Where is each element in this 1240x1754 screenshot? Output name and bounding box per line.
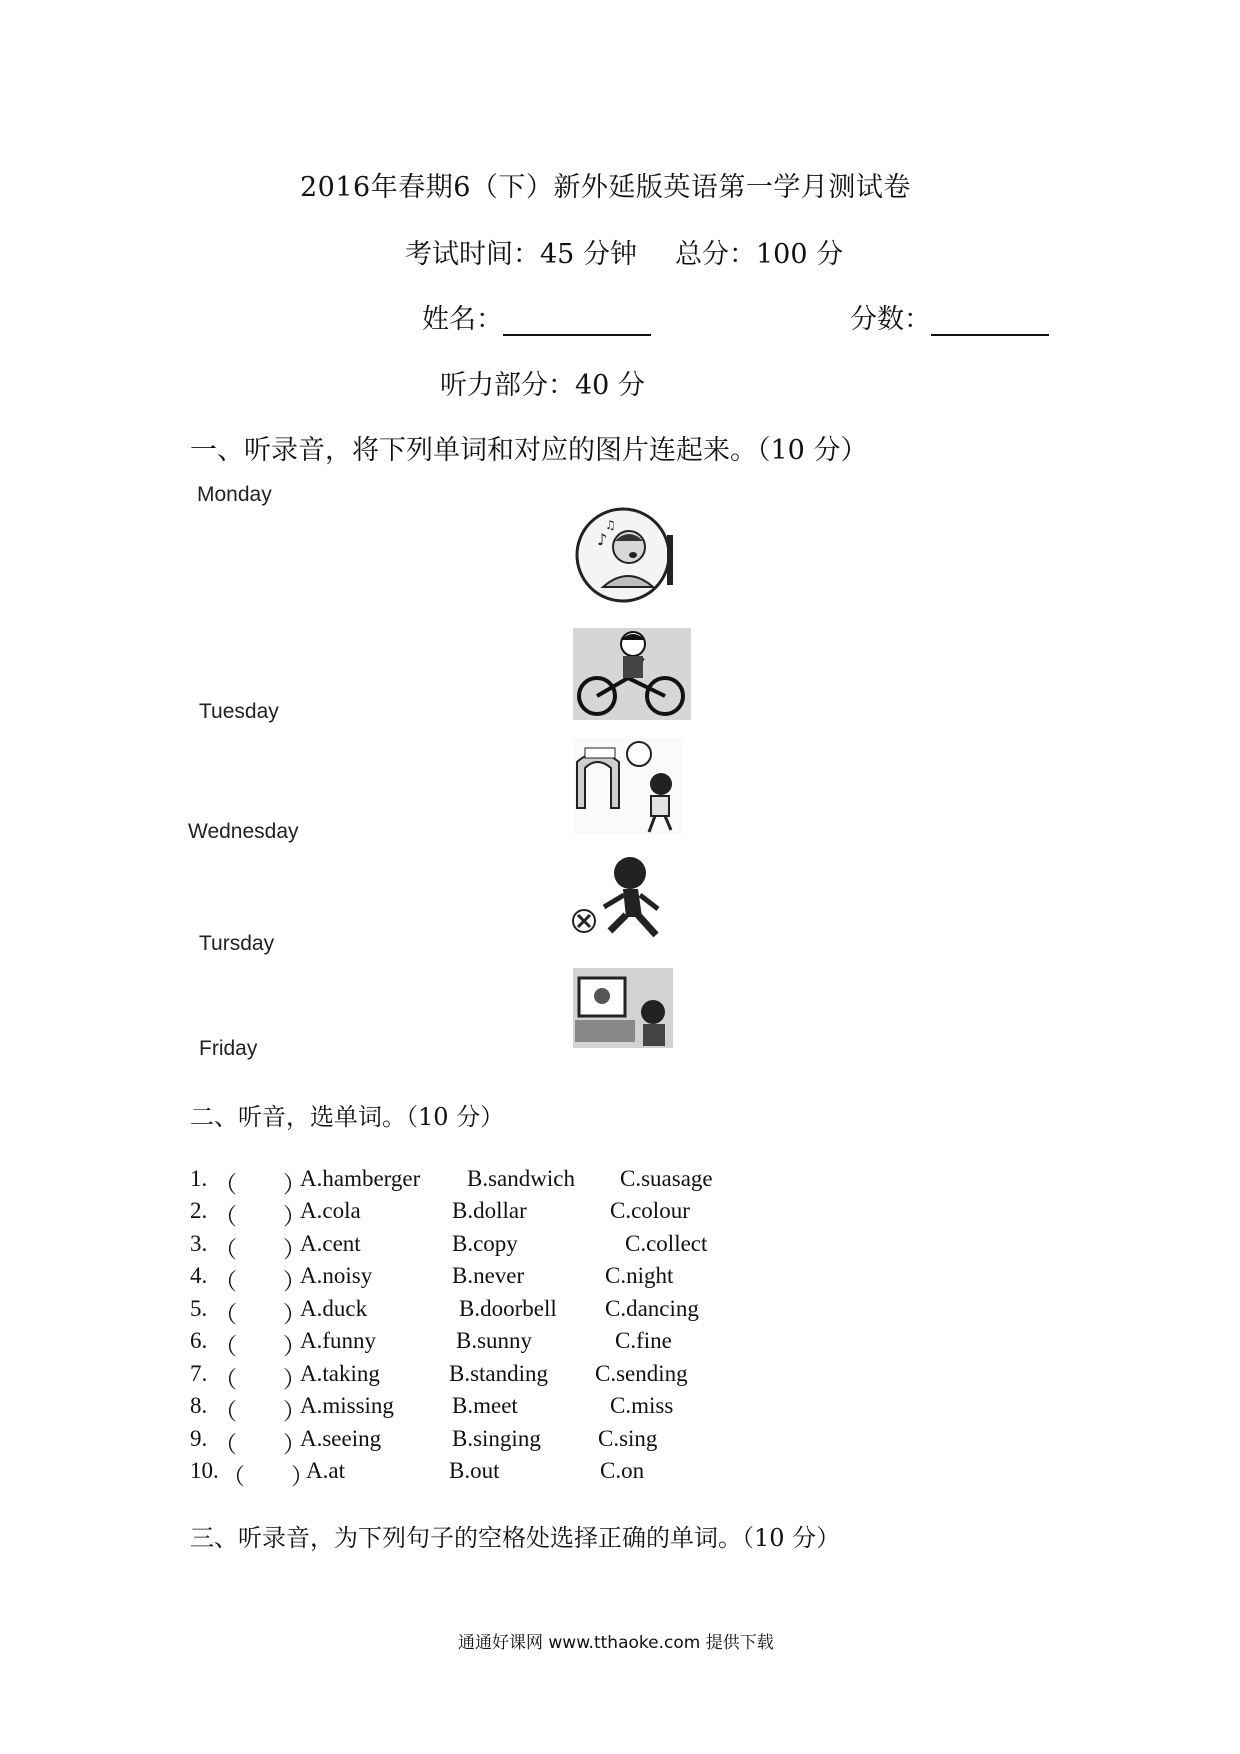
section2-heading: 二、听音，选单词。（10 分） bbox=[190, 1103, 505, 1131]
question-number: 1. bbox=[190, 1166, 208, 1191]
option-a[interactable]: A.cent bbox=[300, 1231, 361, 1256]
answer-blank[interactable]: （ ） bbox=[222, 1464, 314, 1489]
option-a[interactable]: A.hamberger bbox=[300, 1166, 421, 1191]
question-number: 7. bbox=[190, 1361, 208, 1386]
answer-blank[interactable]: （ ） bbox=[214, 1399, 306, 1424]
option-c[interactable]: C.dancing bbox=[605, 1296, 699, 1321]
day-label[interactable]: Tuesday bbox=[199, 700, 279, 723]
riding-bike-picture[interactable] bbox=[573, 628, 691, 720]
answer-blank[interactable]: （ ） bbox=[214, 1237, 306, 1262]
name-blank[interactable] bbox=[503, 306, 651, 336]
option-a[interactable]: A.missing bbox=[300, 1393, 394, 1418]
section3-heading: 三、听录音，为下列句子的空格处选择正确的单词。（10 分） bbox=[190, 1524, 841, 1552]
option-c[interactable]: C.miss bbox=[610, 1393, 674, 1418]
option-b[interactable]: B.doorbell bbox=[459, 1296, 557, 1321]
total-score: 总分：100 分 bbox=[675, 239, 844, 270]
question-number: 10. bbox=[190, 1458, 219, 1483]
name-label: 姓名： bbox=[422, 304, 503, 335]
listening-part-label: 听力部分：40 分 bbox=[440, 370, 645, 401]
option-b[interactable]: B.out bbox=[449, 1458, 500, 1483]
svg-text:♪: ♪ bbox=[597, 530, 608, 549]
question-number: 6. bbox=[190, 1328, 208, 1353]
day-label[interactable]: Tursday bbox=[199, 932, 275, 955]
answer-blank[interactable]: （ ） bbox=[214, 1367, 306, 1392]
question-number: 3. bbox=[190, 1231, 208, 1256]
option-c[interactable]: C.colour bbox=[610, 1198, 690, 1223]
question-number: 9. bbox=[190, 1426, 208, 1451]
day-label[interactable]: Wednesday bbox=[188, 820, 299, 843]
option-c[interactable]: C.sending bbox=[595, 1361, 688, 1386]
option-b[interactable]: B.singing bbox=[452, 1426, 541, 1451]
watching-tv-picture[interactable] bbox=[573, 968, 673, 1048]
going-to-school-picture[interactable] bbox=[573, 738, 683, 834]
footer-text: 通通好课网 www.tthaoke.com 提供下载 bbox=[458, 1633, 774, 1653]
option-a[interactable]: A.seeing bbox=[300, 1426, 382, 1451]
question-number: 8. bbox=[190, 1393, 208, 1418]
option-a[interactable]: A.funny bbox=[300, 1328, 377, 1353]
option-a[interactable]: A.at bbox=[306, 1458, 345, 1483]
answer-blank[interactable]: （ ） bbox=[214, 1172, 306, 1197]
question-number: 4. bbox=[190, 1263, 208, 1288]
option-c[interactable]: C.suasage bbox=[620, 1166, 713, 1191]
option-b[interactable]: B.sunny bbox=[456, 1328, 533, 1353]
option-b[interactable]: B.dollar bbox=[452, 1198, 527, 1223]
answer-blank[interactable]: （ ） bbox=[214, 1334, 306, 1359]
option-b[interactable]: B.copy bbox=[452, 1231, 518, 1256]
option-a[interactable]: A.noisy bbox=[300, 1263, 373, 1288]
score-label: 分数： bbox=[850, 304, 931, 335]
answer-blank[interactable]: （ ） bbox=[214, 1302, 306, 1327]
option-c[interactable]: C.night bbox=[605, 1263, 674, 1288]
option-b[interactable]: B.never bbox=[452, 1263, 525, 1288]
day-label[interactable]: Monday bbox=[197, 483, 272, 506]
option-c[interactable]: C.on bbox=[600, 1458, 645, 1483]
answer-blank[interactable]: （ ） bbox=[214, 1204, 306, 1229]
option-b[interactable]: B.meet bbox=[452, 1393, 518, 1418]
option-c[interactable]: C.fine bbox=[615, 1328, 672, 1353]
exam-time: 考试时间：45 分钟 bbox=[405, 239, 637, 270]
option-c[interactable]: C.sing bbox=[598, 1426, 658, 1451]
name-field[interactable] bbox=[422, 297, 651, 336]
option-b[interactable]: B.standing bbox=[449, 1361, 549, 1386]
option-b[interactable]: B.sandwich bbox=[467, 1166, 575, 1191]
section1-heading: 一、听录音，将下列单词和对应的图片连起来。（10 分） bbox=[190, 435, 868, 466]
option-a[interactable]: A.cola bbox=[300, 1198, 361, 1223]
score-field[interactable] bbox=[850, 297, 1049, 336]
option-a[interactable]: A.duck bbox=[300, 1296, 368, 1321]
svg-text:♫: ♫ bbox=[605, 518, 616, 532]
singing-boy-picture[interactable] bbox=[573, 505, 675, 605]
question-number: 2. bbox=[190, 1198, 208, 1223]
option-a[interactable]: A.taking bbox=[300, 1361, 380, 1386]
answer-blank[interactable]: （ ） bbox=[214, 1269, 306, 1294]
question-number: 5. bbox=[190, 1296, 208, 1321]
answer-blank[interactable]: （ ） bbox=[214, 1432, 306, 1457]
playing-football-picture[interactable] bbox=[568, 855, 673, 943]
page-title: 2016年春期6（下）新外延版英语第一学月测试卷 bbox=[300, 172, 911, 203]
option-c[interactable]: C.collect bbox=[625, 1231, 708, 1256]
day-label[interactable]: Friday bbox=[199, 1037, 258, 1060]
score-blank[interactable] bbox=[931, 306, 1049, 336]
